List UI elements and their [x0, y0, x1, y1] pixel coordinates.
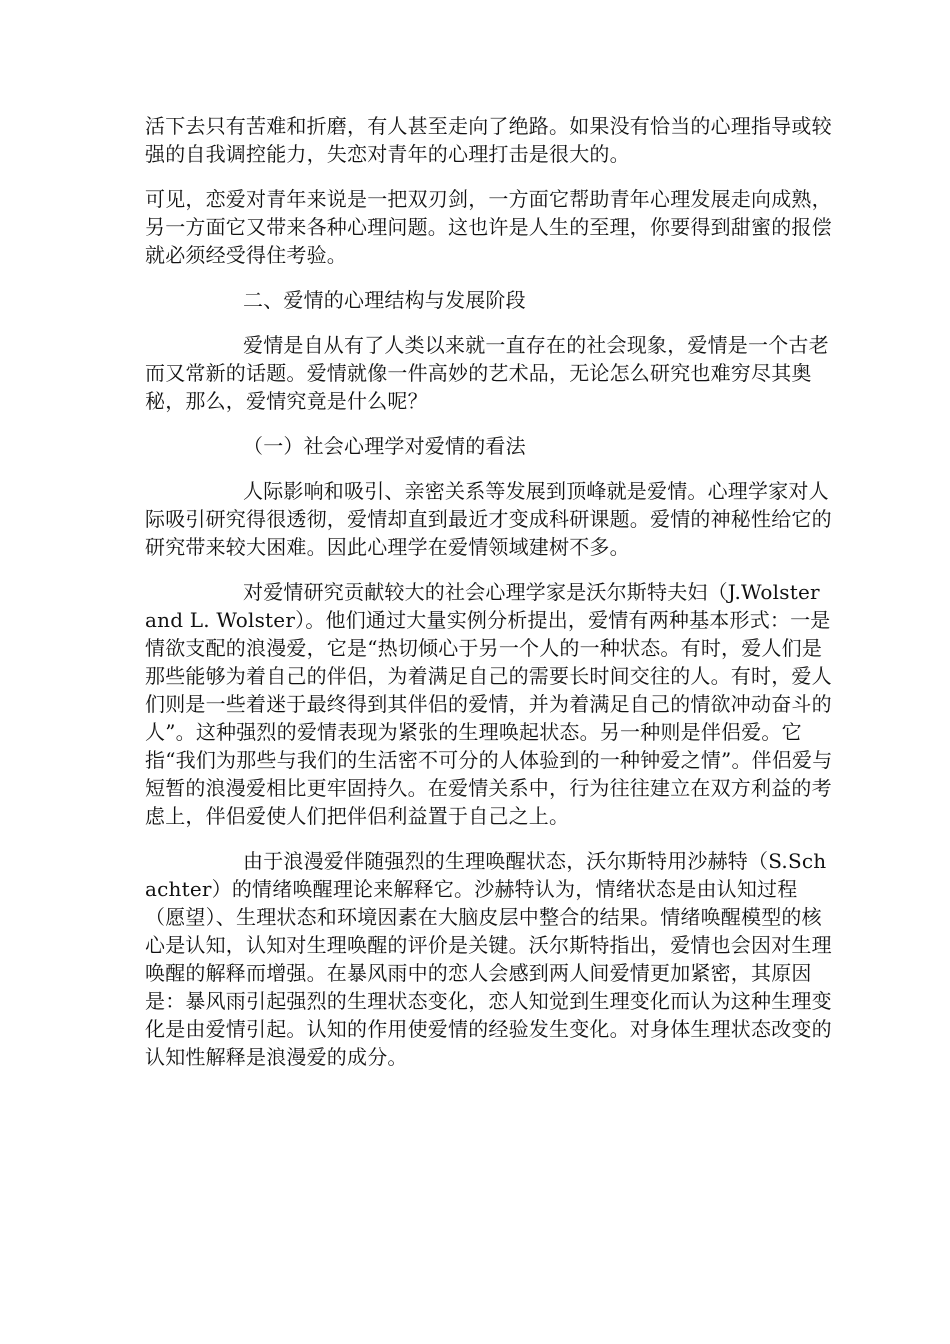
section-heading: 二、爱情的心理结构与发展阶段	[243, 288, 526, 312]
paragraph-5: 对爱情研究贡献较大的社会心理学家是沃尔斯特夫妇（J.Wolster and L. Wolster）。他们通过大量实例分析提出，爱情有两种基本形式：一是情欲支配的浪漫爱，它是“热切倾心于另一个人的一种状态。有时，爱人们是那些能够为着自己的伴侣，为着满足自己的需要长时间交往的人。有时，爱人们则是一些着迷于最终得到其伴侣的爱情，并为着满足自己的情欲冲动奋斗的人”。这种强烈的爱情表现为紧张的生理唤起状态。另一种则是伴侣爱。它指“我们为那些与我们的生活密不可分的人体验到的一种钟爱之情”。伴侣爱与短暂的浪漫爱相比更牢固持久。在爱情关系中，行为往往建立在双方利益的考虑上，伴侣爱使人们把伴侣利益置于自己之上。	[145, 580, 833, 828]
document-page	[145, 112, 835, 1071]
paragraph-2: 可见，恋爱对青年来说是一把双刃剑，一方面它帮助青年心理发展走向成熟，另一方面它又带来各种心理问题。这也许是人生的至理，你要得到甜蜜的报偿就必须经受得住考验。	[145, 187, 832, 267]
subsection-heading: （一）社会心理学对爱情的看法	[243, 434, 526, 458]
paragraph-4: 人际影响和吸引、亲密关系等发展到顶峰就是爱情。心理学家对人际吸引研究得很透彻，爱情却直到最近才变成科研课题。爱情的神秘性给它的研究带来较大困难。因此心理学在爱情领域建树不多。	[145, 479, 832, 559]
paragraph-6: 由于浪漫爱伴随强烈的生理唤醒状态，沃尔斯特用沙赫特（S.Schachter）的情绪唤醒理论来解释它。沙赫特认为，情绪状态是由认知过程（愿望）、生理状态和环境因素在大脑皮层中整合的结果。情绪唤醒模型的核心是认知，认知对生理唤醒的评价是关键。沃尔斯特指出，爱情也会因对生理唤醒的解释而增强。在暴风雨中的恋人会感到两人间爱情更加紧密，其原因是：暴风雨引起强烈的生理状态变化，恋人知觉到生理变化而认为这种生理变化是由爱情引起。认知的作用使爱情的经验发生变化。对身体生理状态改变的认知性解释是浪漫爱的成分。	[145, 849, 832, 1069]
paragraph-3: 爱情是自从有了人类以来就一直存在的社会现象，爱情是一个古老而又常新的话题。爱情就像一件高妙的艺术品，无论怎么研究也难穷尽其奥秘，那么，爱情究竟是什么呢？	[145, 333, 829, 413]
paragraph-1: 活下去只有苦难和折磨，有人甚至走向了绝路。如果没有恰当的心理指导或较强的自我调控能力，失恋对青年的心理打击是很大的。	[145, 114, 832, 166]
